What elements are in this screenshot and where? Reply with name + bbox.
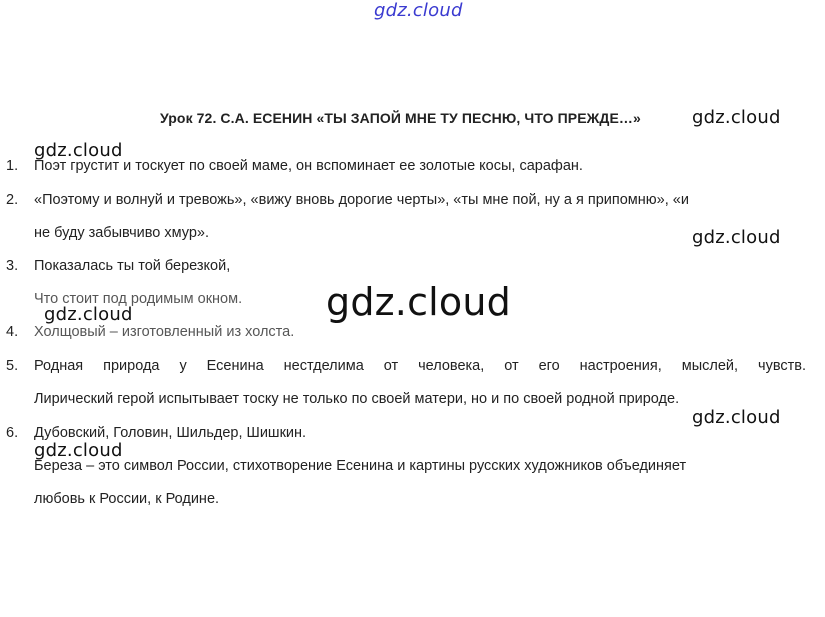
watermark: gdz.cloud — [692, 107, 781, 128]
item-text: Показалась ты той березкой, — [34, 258, 231, 274]
item-text: «Поэтому и волнуй и тревожь», «вижу вновь дорогие черты», «ты мне пой, ну а я припомню», «и — [34, 192, 689, 208]
item-text: Береза – это символ России, стихотворение Есенина и картины русских художников объединяет — [34, 458, 687, 474]
watermark: gdz.cloud — [34, 440, 123, 461]
watermark-top: gdz.cloud — [374, 0, 463, 21]
watermark: gdz.cloud — [34, 140, 123, 161]
item-number: 5. — [6, 358, 19, 374]
lesson-title: Урок 72. С.А. ЕСЕНИН «ТЫ ЗАПОЙ МНЕ ТУ ПЕСНЮ, ЧТО ПРЕЖДЕ…» — [160, 110, 641, 126]
item-text: Родная природа у Есенина нестделима от человека, от его настроения, мыслей, чувств. — [34, 358, 806, 374]
watermark: gdz.cloud — [44, 304, 133, 325]
item-text: Что стоит под родимым окном. — [34, 291, 243, 307]
item-text: Поэт грустит и тоскует по своей маме, он вспоминает ее золотые косы, сарафан. — [34, 158, 583, 174]
watermark: gdz.cloud — [692, 407, 781, 428]
item-text: Холщовый – изготовленный из холста. — [34, 324, 295, 340]
item-number: 6. — [6, 425, 19, 441]
watermark: gdz.cloud — [692, 227, 781, 248]
item-text: не буду забывчиво хмур». — [34, 225, 209, 241]
item-text: Дубовский, Головин, Шильдер, Шишкин. — [34, 425, 307, 441]
item-number: 3. — [6, 258, 19, 274]
item-text: любовь к России, к Родине. — [34, 491, 220, 507]
item-number: 4. — [6, 324, 19, 340]
watermark-big: gdz.cloud — [326, 280, 511, 324]
item-text: Лирический герой испытывает тоску не только по своей матери, но и по своей родной природе. — [34, 391, 680, 407]
item-number: 2. — [6, 192, 19, 208]
item-number: 1. — [6, 158, 19, 174]
